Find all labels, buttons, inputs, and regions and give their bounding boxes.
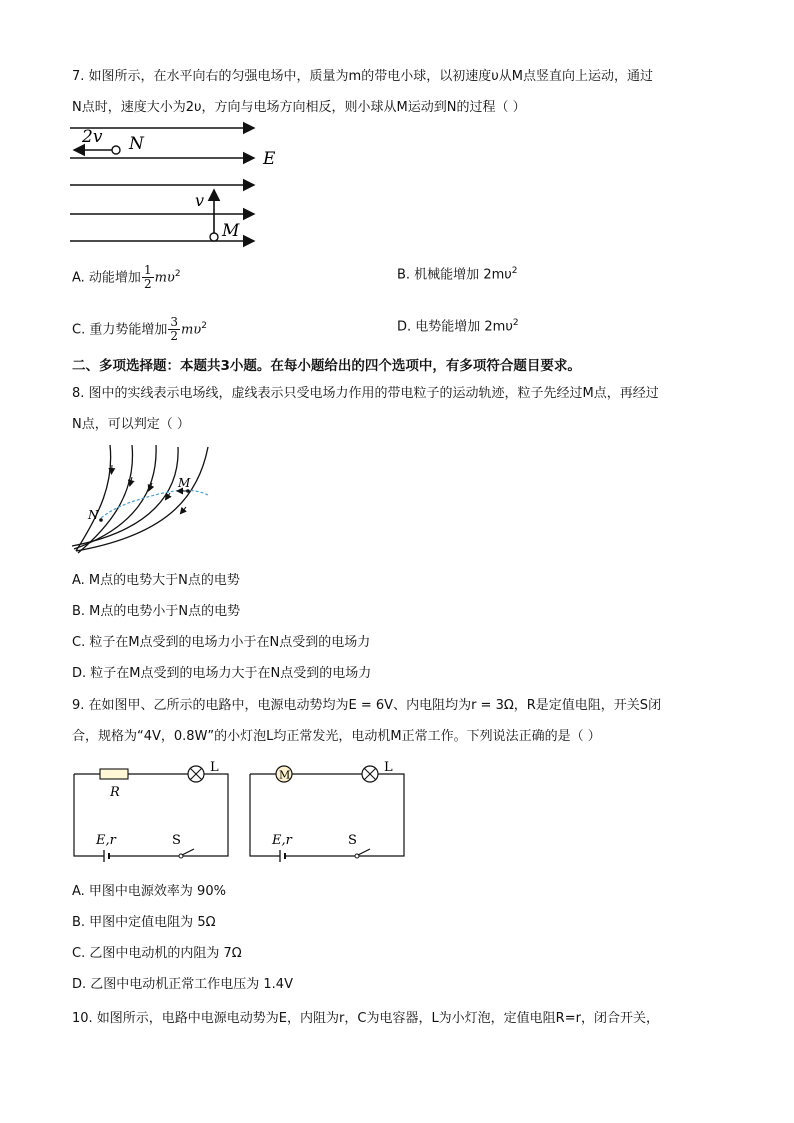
q7-C-den: 2 — [170, 329, 178, 344]
q9-yi-label-L: L — [384, 760, 393, 775]
q7-label-M: M — [222, 221, 240, 241]
q9-stem-line2: 合，规格为“4V，0.8W”的小灯泡L均正常发光，电动机M正常工作。下列说法正确的是（ ） — [72, 729, 601, 744]
q7-B-exp: 2 — [511, 266, 518, 276]
q8-stem-line1: 8. 图中的实线表示电场线，虚线表示只受电场力作用的带电粒子的运动轨迹，粒子先经过M点，再经过 — [72, 386, 659, 401]
q9-option-C: C. 乙图中电动机的内阻为 7Ω — [72, 946, 242, 961]
q9-option-D: D. 乙图中电动机正常工作电压为 1.4V — [72, 977, 293, 992]
q7-C-expr: mυ — [180, 322, 202, 338]
q7-option-C-fraction — [168, 316, 180, 343]
q8-option-B: B. M点的电势小于N点的电势 — [72, 604, 241, 619]
q7-option-D-text: D. 电势能增加 2mυ — [397, 319, 513, 335]
q7-label-2v: 2v — [82, 127, 103, 147]
q9-yi-label-S: S — [348, 833, 357, 848]
q7-stem-line1: 7. 如图所示，在水平向右的匀强电场中，质量为m的带电小球，以初速度υ从M点竖直向上运动，通过 — [72, 69, 653, 84]
q9-yi-label-Er: E,r — [272, 833, 292, 848]
q8-figure — [70, 443, 220, 555]
q7-option-A-text: A. 动能增加 — [72, 270, 141, 286]
q7-option-A — [72, 261, 181, 291]
q9-option-B: B. 甲图中定值电阻为 5Ω — [72, 915, 216, 930]
q7-label-N: N — [129, 134, 144, 154]
q10-stem-line1: 10. 如图所示，电路中电源电动势为E，内阻为r，C为电容器，L为小灯泡，定值电阻R=r，闭合开关， — [72, 1011, 659, 1026]
q7-C-num: 3 — [170, 315, 178, 330]
q9-jia-label-R: R — [110, 785, 120, 800]
q9-circuit-jia — [70, 758, 235, 862]
q9-yi-label-M: M — [279, 768, 291, 782]
q9-circuit-yi — [246, 758, 411, 862]
q7-label-v: v — [195, 191, 205, 210]
q7-option-A-fraction — [142, 264, 154, 291]
q8-label-N: N — [88, 508, 99, 522]
q7-C-exp: 2 — [201, 321, 207, 331]
q9-stem-line1: 9. 在如图甲、乙所示的电路中，电源电动势均为E = 6V、内电阻均为r = 3Ω，R是定值电阻，开关S闭 — [72, 698, 662, 713]
q7-option-B-text: B. 机械能增加 2mυ — [397, 267, 512, 283]
q7-A-num: 1 — [143, 263, 152, 278]
q8-option-A: A. M点的电势大于N点的电势 — [72, 573, 240, 588]
q9-jia-label-Er: E,r — [96, 833, 116, 848]
q8-label-M: M — [178, 476, 191, 490]
q7-D-exp: 2 — [512, 318, 519, 328]
q7-stem-line2: N点时，速度大小为2υ，方向与电场方向相反，则小球从M运动到N的过程（ ） — [72, 100, 526, 115]
q7-label-E: E — [263, 149, 276, 169]
q7-option-D — [397, 314, 519, 336]
q9-jia-label-L: L — [210, 760, 219, 775]
q7-A-expr: mυ — [154, 270, 175, 286]
q8-option-D: D. 粒子在M点受到的电场力大于在N点受到的电场力 — [72, 666, 372, 681]
resistor-icon — [100, 769, 128, 779]
section2-title: 二、多项选择题：本题共3小题。在每小题给出的四个选项中，有多项符合题目要求。 — [72, 358, 581, 374]
q7-A-den: 2 — [143, 277, 152, 292]
q7-option-C-text: C. 重力势能增加 — [72, 322, 168, 338]
q9-option-A: A. 甲图中电源效率为 90% — [72, 884, 226, 899]
q9-jia-label-S: S — [172, 833, 181, 848]
q8-option-C: C. 粒子在M点受到的电场力小于在N点受到的电场力 — [72, 635, 371, 650]
q7-A-exp: 2 — [174, 269, 181, 279]
q7-option-C — [72, 313, 207, 343]
q7-option-B — [397, 262, 518, 284]
q7-figure — [66, 118, 296, 252]
q8-stem-line2: N点，可以判定（ ） — [72, 417, 190, 432]
